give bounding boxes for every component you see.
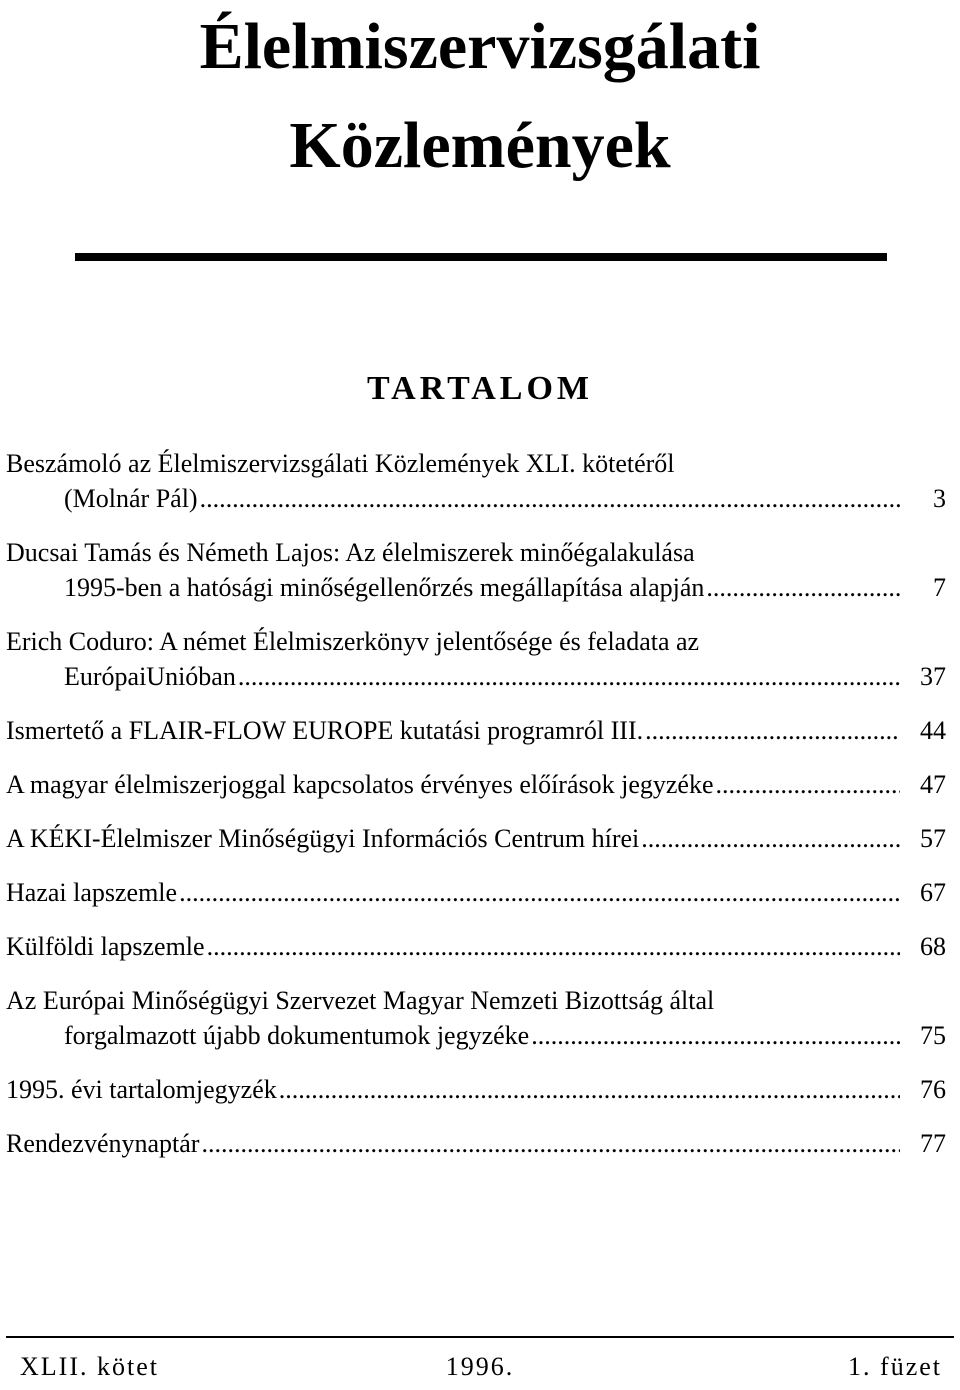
toc-entry-title: 1995-ben a hatósági minőségellenőrzés megállapítása alapján [64, 573, 705, 602]
toc-entry-title: Ismertető a FLAIR-FLOW EUROPE kutatási programról III. [6, 716, 644, 745]
toc-entry-leader-line [6, 713, 946, 748]
toc-entry-title: Külföldi lapszemle [6, 932, 205, 961]
table-of-contents [6, 446, 946, 1180]
toc-entry[interactable] [6, 1126, 946, 1161]
toc-entry-page-number: 75 [920, 1021, 946, 1050]
dot-leader [279, 1072, 900, 1107]
journal-title-line-2: Közlemények [289, 109, 671, 182]
toc-entry-page-number: 77 [920, 1129, 946, 1158]
toc-entry-title: A magyar élelmiszerjoggal kapcsolatos érvényes előírások jegyzéke [6, 770, 714, 799]
dot-leader [179, 875, 900, 910]
toc-entry-title: 1995. évi tartalomjegyzék [6, 1075, 277, 1104]
toc-entry-leader-line [6, 570, 946, 605]
toc-entry-title: forgalmazott újabb dokumentumok jegyzéke [64, 1021, 530, 1050]
toc-entry-page-number: 76 [920, 1075, 946, 1104]
toc-entry-title: EurópaiUnióban [64, 662, 236, 691]
dot-leader [706, 570, 900, 605]
toc-entry-leader-line [6, 929, 946, 964]
dot-leader [200, 481, 900, 516]
toc-entry[interactable] [6, 821, 946, 856]
toc-heading: TARTALOM [367, 370, 593, 407]
dot-leader [716, 767, 900, 802]
toc-entry-leader-line [6, 659, 946, 694]
toc-entry-leader-line [6, 875, 946, 910]
toc-entry[interactable] [6, 446, 946, 516]
toc-entry-title-line: Ducsai Tamás és Németh Lajos: Az élelmiszerek minőégalakulása [6, 538, 695, 567]
toc-entry-page-number: 7 [933, 573, 946, 602]
toc-entry-title: Rendezvénynaptár [6, 1129, 200, 1158]
title-divider [75, 253, 887, 261]
toc-entry-title-line: Erich Coduro: A német Élelmiszerkönyv jelentősége és feladata az [6, 627, 700, 656]
toc-entry[interactable] [6, 624, 946, 694]
toc-entry-leader-line [6, 1126, 946, 1161]
toc-entry[interactable] [6, 929, 946, 964]
toc-entry-page-number: 57 [920, 824, 946, 853]
dot-leader [645, 713, 900, 748]
toc-entry-leader-line [6, 1072, 946, 1107]
toc-entry[interactable] [6, 983, 946, 1053]
footer-volume: XLII. kötet [20, 1352, 159, 1381]
dot-leader [207, 929, 900, 964]
toc-entry-page-number: 68 [920, 932, 946, 961]
toc-entry[interactable] [6, 875, 946, 910]
dot-leader [641, 821, 900, 856]
toc-entry-page-number: 47 [920, 770, 946, 799]
toc-entry-title: Hazai lapszemle [6, 878, 178, 907]
dot-leader [238, 659, 900, 694]
toc-entry-title-line: Beszámoló az Élelmiszervizsgálati Közlemények XLI. kötetéről [6, 449, 675, 478]
dot-leader [201, 1126, 900, 1161]
toc-entry-page-number: 37 [920, 662, 946, 691]
toc-entry-leader-line [6, 821, 946, 856]
toc-entry[interactable] [6, 535, 946, 605]
toc-entry-leader-line [6, 481, 946, 516]
dot-leader [531, 1018, 900, 1053]
footer-year: 1996. [445, 1352, 515, 1381]
toc-entry[interactable] [6, 767, 946, 802]
toc-entry-leader-line [6, 767, 946, 802]
toc-entry-page-number: 67 [920, 878, 946, 907]
toc-entry-title: A KÉKI-Élelmiszer Minőségügyi Információs Centrum hírei [6, 824, 640, 853]
toc-entry-leader-line [6, 1018, 946, 1053]
page-footer [6, 1336, 954, 1390]
toc-entry[interactable] [6, 1072, 946, 1107]
toc-entry-page-number: 3 [933, 484, 946, 513]
toc-entry-page-number: 44 [920, 716, 946, 745]
toc-entry-title: (Molnár Pál) [64, 484, 198, 513]
footer-issue: 1. füzet [848, 1352, 942, 1381]
toc-entry-title-line: Az Európai Minőségügyi Szervezet Magyar Nemzeti Bizottság által [6, 986, 715, 1015]
toc-entry[interactable] [6, 713, 946, 748]
journal-title-line-1: Élelmiszervizsgálati [199, 10, 761, 83]
